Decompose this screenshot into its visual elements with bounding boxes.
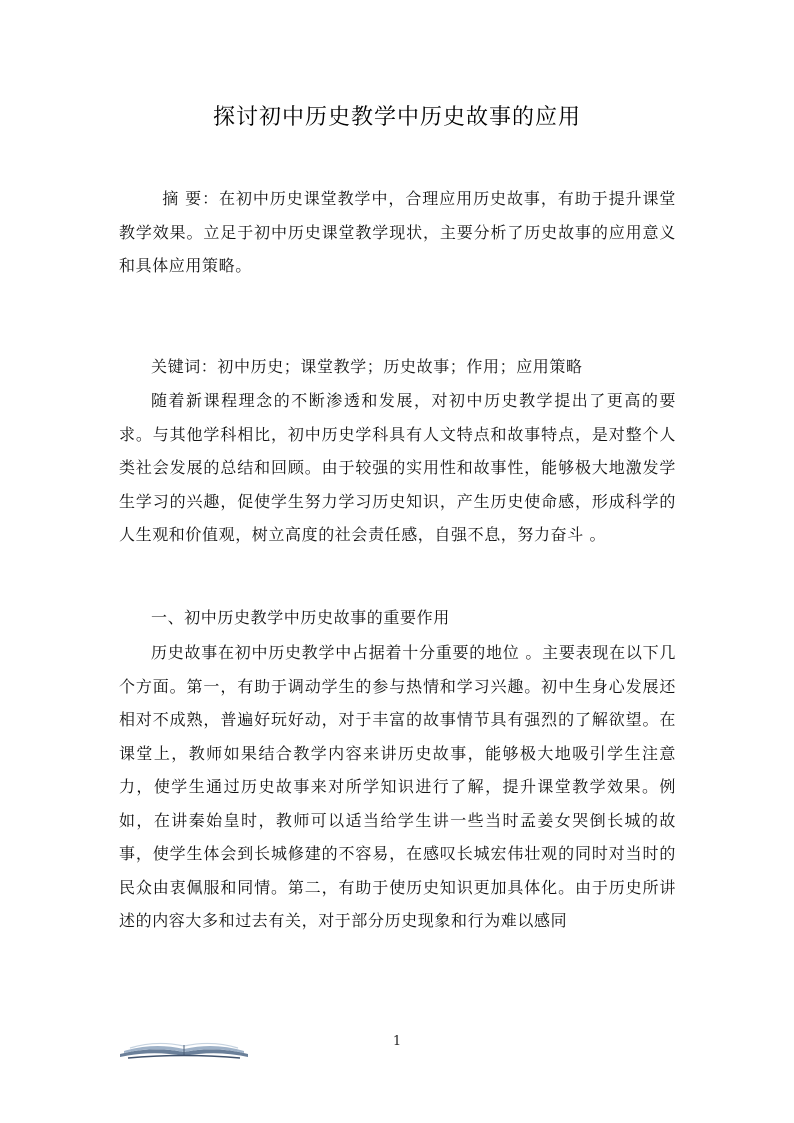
keywords-line: 关键词：初中历史；课堂教学；历史故事；作用；应用策略 xyxy=(151,357,583,376)
abstract-paragraph: 摘 要：在初中历史课堂教学中，合理应用历史故事，有助于提升课堂教学效果。立足于初中历史课堂教学现状，主要分析了历史故事的应用意义和具体应用策略。 xyxy=(119,189,676,275)
document-title: 探讨初中历史教学中历史故事的应用 xyxy=(212,105,581,130)
body-paragraph-importance: 历史故事在初中历史教学中占据着十分重要的地位 。主要表现在以下几个方面。第一，有助于调动学生的参与热情和学习兴趣。初中生身心发展还相对不成熟，普遍好玩好动，对于丰富的故事情节具有强烈的了解欲望。在课堂上，教师如果结合教学内容来讲历史故事，能够极大地吸引学生注意力，使学生通过历史故事来对所学知识进行了解，提升课堂教学效果。例如，在讲秦始皇时，教师可以适当给学生讲一些当时孟姜女哭倒长城的故事，使学生体会到长城修建的不容易，在感叹长城宏伟壮观的同时对当时的民众由衷佩服和同情。第二，有助于使历史知识更加具体化。由于历史所讲述的内容大多和过去有关，对于部分历史现象和行为难以感同 xyxy=(119,643,676,930)
body-paragraph-intro: 随着新课程理念的不断渗透和发展，对初中历史教学提出了更高的要求。与其他学科相比，初中历史学科具有人文特点和故事特点，是对整个人类社会发展的总结和回顾。由于较强的实用性和故事性，能够极大地激发学生学习的兴趣，促使学生努力学习历史知识，产生历史使命感，形成科学的人生观和价值观，树立高度的社会责任感，自强不息，努力奋斗 。 xyxy=(119,391,676,544)
section-heading: 一、初中历史教学中历史故事的重要作用 xyxy=(151,608,450,627)
page-number: 1 xyxy=(392,1034,402,1049)
